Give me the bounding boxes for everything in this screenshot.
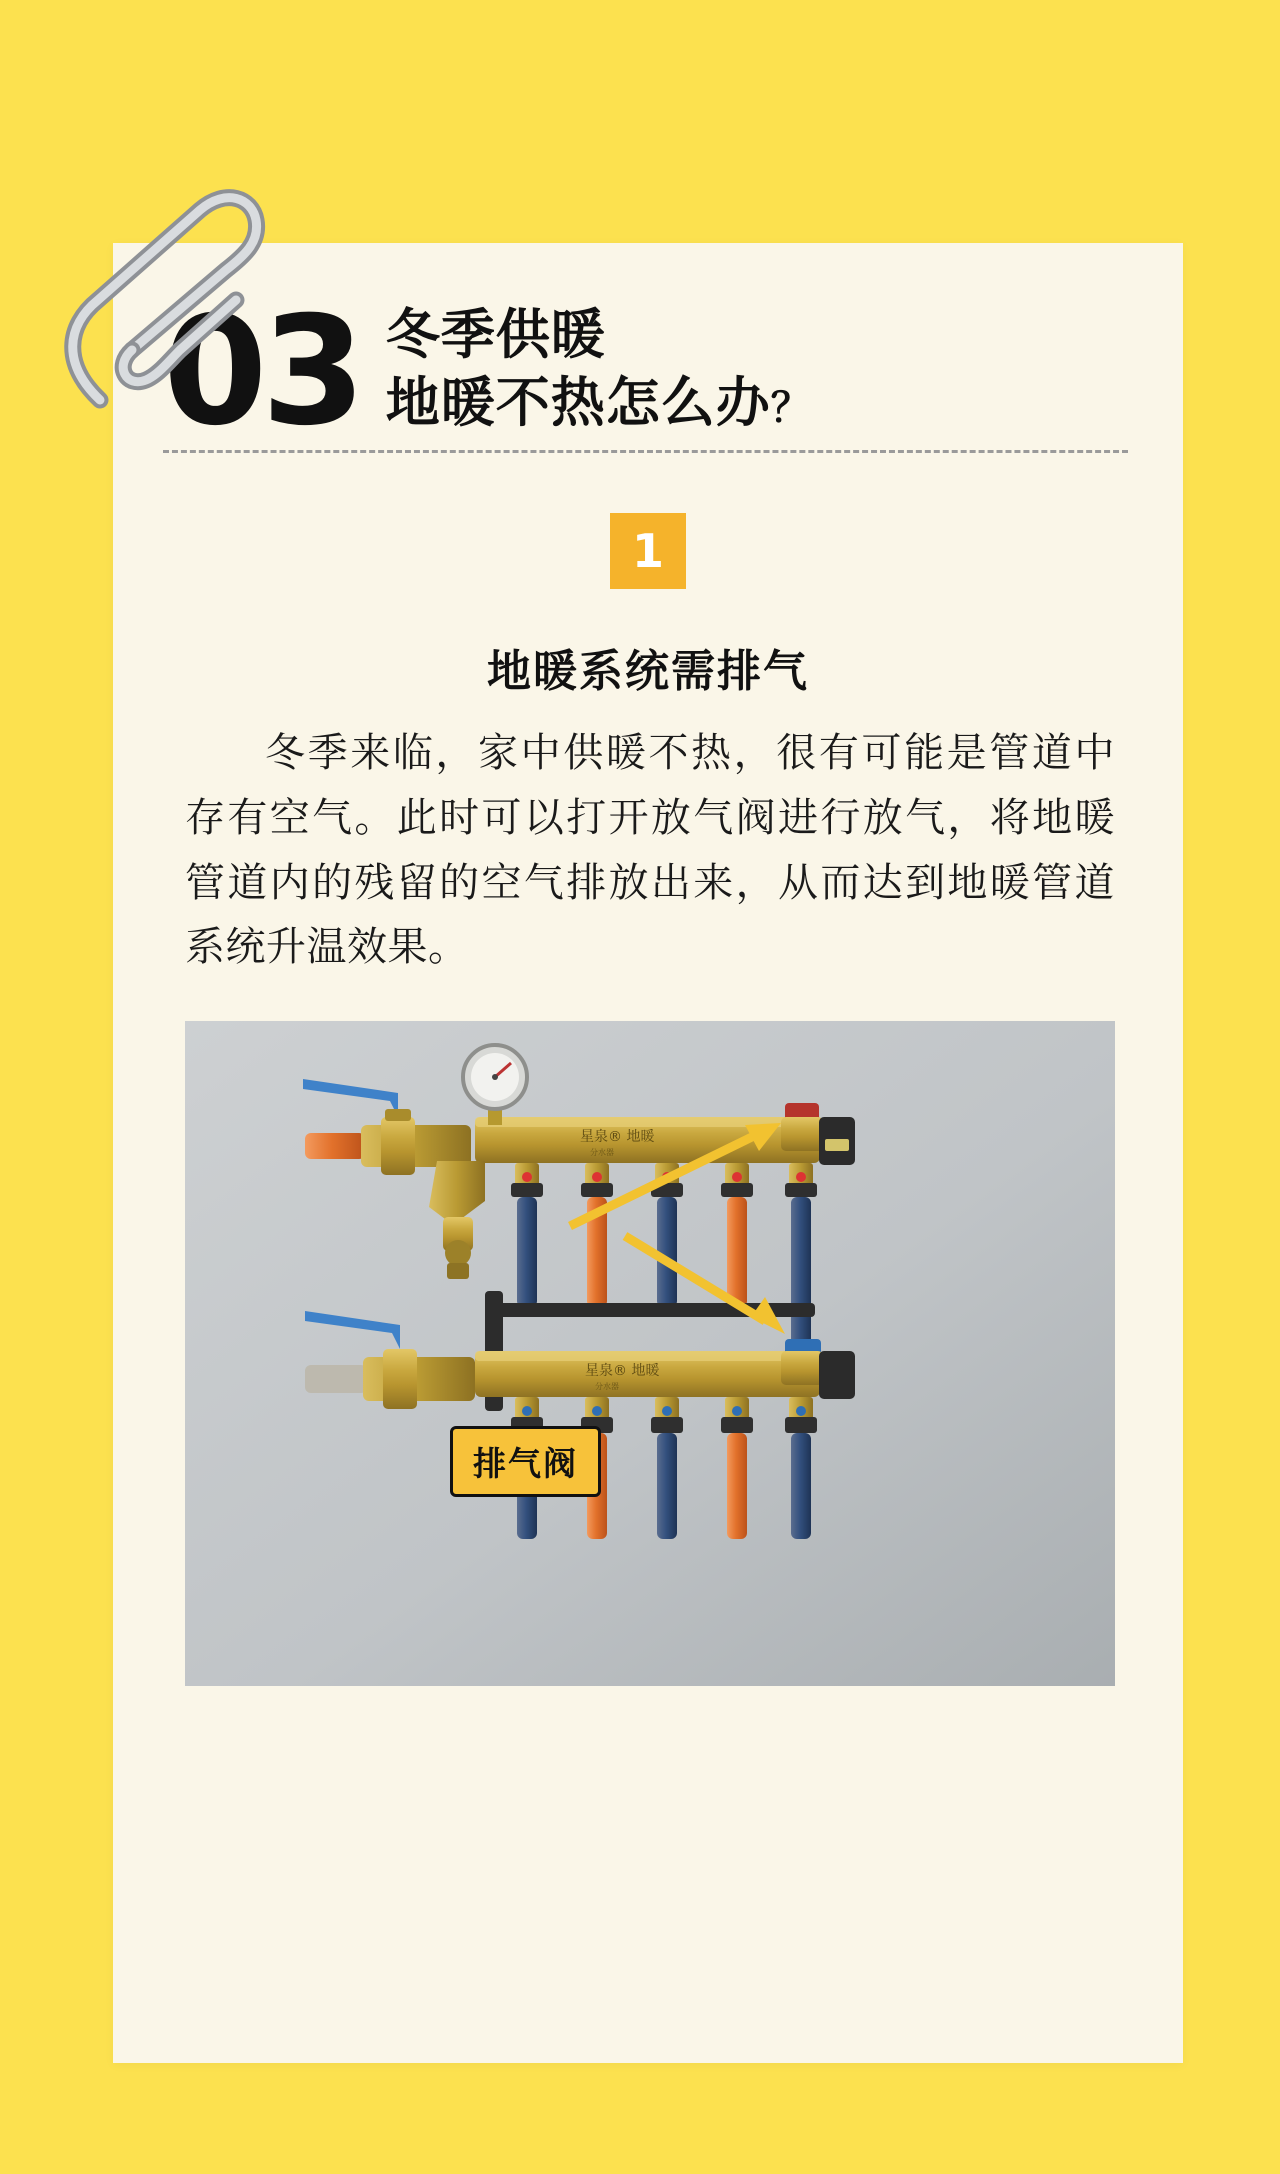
title-block	[386, 293, 812, 436]
divider	[163, 450, 1128, 453]
paperclip-icon	[40, 150, 270, 420]
title-question-mark: ？	[770, 384, 812, 431]
step-badge-row	[113, 513, 1183, 589]
manifold-illustration	[185, 1021, 1115, 1686]
header	[163, 285, 1123, 459]
page-title-line-2-text: 地暖不热怎么办	[385, 370, 771, 434]
svg-text:星泉® 地暖: 星泉® 地暖	[585, 1363, 660, 1379]
content-card	[113, 243, 1183, 2063]
callout-label: 排气阀	[450, 1426, 601, 1497]
body-paragraph: 冬季来临，家中供暖不热，很有可能是管道中存有空气。此时可以打开放气阀进行放气，将地暖管道内的残留的空气排放出来，从而达到地暖管道系统升温效果。	[185, 730, 1115, 971]
svg-text:星泉® 地暖: 星泉® 地暖	[580, 1129, 655, 1145]
section-subheading: 地暖系统需排气	[487, 646, 809, 697]
svg-text:分水器: 分水器	[595, 1382, 619, 1391]
step-badge: 1	[610, 513, 686, 589]
svg-text:分水器: 分水器	[590, 1148, 614, 1157]
page-title-line-1: 冬季供暖	[385, 303, 606, 366]
page-title-line-2	[386, 369, 812, 437]
manifold-photo	[185, 1021, 1115, 1686]
section-number: 03	[163, 285, 360, 459]
